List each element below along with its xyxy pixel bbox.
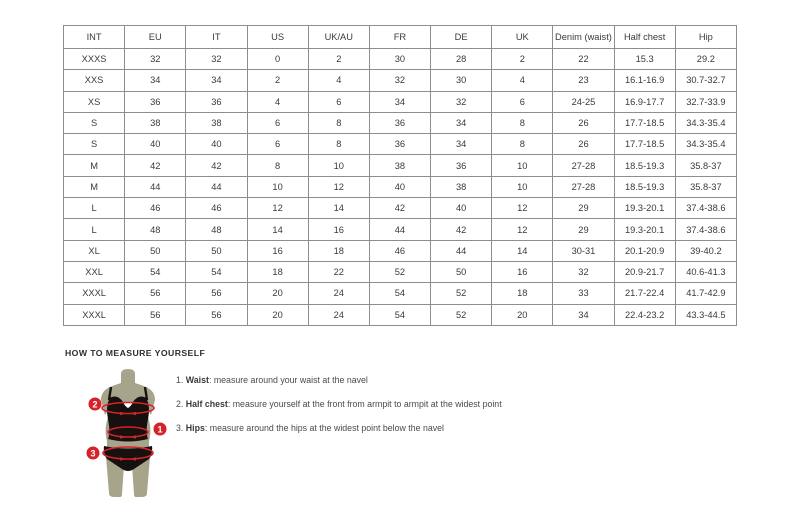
step-label: Waist (185, 375, 209, 385)
table-cell: 41.7-42.9 (675, 283, 736, 304)
table-cell: 12 (308, 176, 369, 197)
table-cell: XL (64, 240, 125, 261)
table-cell: XS (64, 91, 125, 112)
column-header: Half chest (614, 26, 675, 49)
table-row (64, 261, 737, 282)
column-header: EU (125, 26, 186, 49)
table-cell: XXS (64, 70, 125, 91)
table-cell: 28 (431, 49, 492, 70)
measure-step-half-chest (176, 395, 656, 411)
column-header: DE (431, 26, 492, 49)
table-row (64, 176, 737, 197)
table-cell: 16 (308, 219, 369, 240)
table-cell: 17.7-18.5 (614, 112, 675, 133)
table-cell: 32 (369, 70, 430, 91)
table-cell: 16 (247, 240, 308, 261)
table-cell: 8 (492, 134, 553, 155)
table-cell: 38 (125, 112, 186, 133)
table-cell: 24 (308, 283, 369, 304)
table-cell: 44 (186, 176, 247, 197)
table-row (64, 91, 737, 112)
table-cell: 8 (492, 112, 553, 133)
table-cell: 6 (492, 91, 553, 112)
table-cell: 12 (492, 219, 553, 240)
table-row (64, 283, 737, 304)
table-cell: 38 (369, 155, 430, 176)
step-number: 3. (176, 423, 184, 433)
table-cell: 42 (186, 155, 247, 176)
table-cell: 20 (247, 283, 308, 304)
table-cell: 0 (247, 49, 308, 70)
table-cell: 54 (369, 283, 430, 304)
column-header: UK/AU (308, 26, 369, 49)
table-cell: M (64, 155, 125, 176)
table-cell: 54 (125, 261, 186, 282)
table-cell: 34 (553, 304, 614, 325)
step-text: : measure around your waist at the navel (208, 375, 368, 385)
table-cell: 22 (553, 49, 614, 70)
table-cell: 35.8-37 (675, 155, 736, 176)
table-cell: 30 (369, 49, 430, 70)
table-cell: 6 (247, 134, 308, 155)
table-cell: 16.1-16.9 (614, 70, 675, 91)
table-cell: 6 (308, 91, 369, 112)
mannequin-illustration (76, 367, 180, 503)
step-label: Hips (185, 423, 205, 433)
table-cell: 18 (247, 261, 308, 282)
column-header: FR (369, 26, 430, 49)
table-cell: 52 (431, 283, 492, 304)
table-row (64, 70, 737, 91)
table-cell: 22.4-23.2 (614, 304, 675, 325)
table-cell: 24 (308, 304, 369, 325)
table-cell: M (64, 176, 125, 197)
table-cell: 32 (431, 91, 492, 112)
table-cell: 40 (186, 134, 247, 155)
table-cell: 36 (369, 134, 430, 155)
measure-step-hips (176, 419, 656, 435)
table-cell: 40 (431, 198, 492, 219)
table-cell: 20 (492, 304, 553, 325)
column-header: INT (64, 26, 125, 49)
table-cell: 40 (125, 134, 186, 155)
table-cell: 56 (125, 283, 186, 304)
table-cell: 26 (553, 134, 614, 155)
table-cell: 44 (125, 176, 186, 197)
table-cell: 36 (369, 112, 430, 133)
table-cell: 10 (492, 155, 553, 176)
size-table-body (64, 49, 737, 326)
measure-section-heading: HOW TO MEASURE YOURSELF (65, 348, 206, 358)
table-cell: 18 (492, 283, 553, 304)
size-table-section (63, 25, 737, 326)
table-cell: 52 (369, 261, 430, 282)
table-cell: 54 (369, 304, 430, 325)
table-cell: 52 (431, 304, 492, 325)
table-cell: 29 (553, 198, 614, 219)
table-cell: 44 (431, 240, 492, 261)
table-cell: 34 (125, 70, 186, 91)
column-header: US (247, 26, 308, 49)
table-cell: 8 (308, 134, 369, 155)
table-cell: 4 (492, 70, 553, 91)
measure-steps-list (176, 371, 656, 443)
table-cell: 36 (125, 91, 186, 112)
table-cell: XXXL (64, 283, 125, 304)
table-cell: 10 (492, 176, 553, 197)
table-cell: 32 (553, 261, 614, 282)
table-cell: 42 (369, 198, 430, 219)
size-table-head-row (64, 26, 737, 49)
table-cell: 19.3-20.1 (614, 198, 675, 219)
table-cell: 37.4-38.6 (675, 198, 736, 219)
measure-step-waist (176, 371, 656, 387)
table-cell: 16 (492, 261, 553, 282)
table-cell: 2 (492, 49, 553, 70)
column-header: Hip (675, 26, 736, 49)
column-header: UK (492, 26, 553, 49)
hips-badge-number: 3 (90, 448, 96, 459)
column-header: Denim (waist) (553, 26, 614, 49)
table-cell: 14 (308, 198, 369, 219)
table-cell: 46 (125, 198, 186, 219)
table-cell: 36 (186, 91, 247, 112)
table-cell: 40 (369, 176, 430, 197)
table-row (64, 219, 737, 240)
waist-badge-number: 1 (157, 424, 163, 435)
table-cell: 40.6-41.3 (675, 261, 736, 282)
size-table-head (64, 26, 737, 49)
table-cell: 2 (247, 70, 308, 91)
table-cell: 12 (492, 198, 553, 219)
table-cell: 18.5-19.3 (614, 155, 675, 176)
table-cell: 29 (553, 219, 614, 240)
table-cell: 33 (553, 283, 614, 304)
step-label: Half chest (185, 399, 228, 409)
column-header: IT (186, 26, 247, 49)
table-cell: 8 (247, 155, 308, 176)
table-cell: 44 (369, 219, 430, 240)
table-cell: 16.9-17.7 (614, 91, 675, 112)
step-text: : measure yourself at the front from armpit to armpit at the widest point (227, 399, 502, 409)
table-cell: 14 (247, 219, 308, 240)
table-cell: 15.3 (614, 49, 675, 70)
table-row (64, 304, 737, 325)
table-row (64, 134, 737, 155)
table-cell: 50 (186, 240, 247, 261)
table-cell: 30-31 (553, 240, 614, 261)
table-cell: L (64, 198, 125, 219)
table-cell: 34 (186, 70, 247, 91)
table-cell: 4 (308, 70, 369, 91)
table-cell: 18.5-19.3 (614, 176, 675, 197)
table-cell: 36 (431, 155, 492, 176)
mannequin-figure (76, 367, 180, 503)
table-cell: 56 (186, 304, 247, 325)
table-cell: 32 (125, 49, 186, 70)
table-row (64, 240, 737, 261)
table-cell: 19.3-20.1 (614, 219, 675, 240)
step-number: 2. (176, 399, 184, 409)
table-cell: 48 (186, 219, 247, 240)
table-cell: 35.8-37 (675, 176, 736, 197)
table-cell: 30 (431, 70, 492, 91)
table-cell: 20.9-21.7 (614, 261, 675, 282)
table-cell: 17.7-18.5 (614, 134, 675, 155)
table-cell: 50 (125, 240, 186, 261)
table-cell: 56 (186, 283, 247, 304)
table-cell: L (64, 219, 125, 240)
table-row (64, 112, 737, 133)
table-cell: 30.7-32.7 (675, 70, 736, 91)
table-cell: S (64, 134, 125, 155)
size-table (63, 25, 737, 326)
table-cell: 20 (247, 304, 308, 325)
table-cell: 6 (247, 112, 308, 133)
table-cell: 18 (308, 240, 369, 261)
chest-badge-number: 2 (92, 399, 98, 410)
table-cell: 24-25 (553, 91, 614, 112)
table-cell: 21.7-22.4 (614, 283, 675, 304)
table-cell: 54 (186, 261, 247, 282)
table-cell: 26 (553, 112, 614, 133)
table-cell: 34.3-35.4 (675, 112, 736, 133)
table-cell: 56 (125, 304, 186, 325)
table-cell: 20.1-20.9 (614, 240, 675, 261)
table-cell: XXL (64, 261, 125, 282)
table-cell: 42 (125, 155, 186, 176)
table-cell: 34 (431, 134, 492, 155)
table-cell: 12 (247, 198, 308, 219)
table-cell: 39-40.2 (675, 240, 736, 261)
table-cell: 50 (431, 261, 492, 282)
table-cell: 37.4-38.6 (675, 219, 736, 240)
table-cell: 46 (369, 240, 430, 261)
table-cell: 27-28 (553, 176, 614, 197)
table-cell: S (64, 112, 125, 133)
table-cell: 8 (308, 112, 369, 133)
table-cell: 4 (247, 91, 308, 112)
table-cell: 2 (308, 49, 369, 70)
table-cell: 10 (247, 176, 308, 197)
table-row (64, 49, 737, 70)
table-cell: 23 (553, 70, 614, 91)
table-cell: 32.7-33.9 (675, 91, 736, 112)
table-cell: 34 (369, 91, 430, 112)
table-cell: 32 (186, 49, 247, 70)
step-number: 1. (176, 375, 184, 385)
table-cell: XXXS (64, 49, 125, 70)
table-cell: 27-28 (553, 155, 614, 176)
table-cell: 48 (125, 219, 186, 240)
table-row (64, 155, 737, 176)
table-cell: 22 (308, 261, 369, 282)
table-cell: 38 (431, 176, 492, 197)
table-cell: XXXL (64, 304, 125, 325)
table-cell: 46 (186, 198, 247, 219)
table-row (64, 198, 737, 219)
table-cell: 29.2 (675, 49, 736, 70)
table-cell: 34.3-35.4 (675, 134, 736, 155)
step-text: : measure around the hips at the widest point below the navel (204, 423, 445, 433)
table-cell: 14 (492, 240, 553, 261)
table-cell: 34 (431, 112, 492, 133)
table-cell: 10 (308, 155, 369, 176)
table-cell: 42 (431, 219, 492, 240)
table-cell: 38 (186, 112, 247, 133)
table-cell: 43.3-44.5 (675, 304, 736, 325)
